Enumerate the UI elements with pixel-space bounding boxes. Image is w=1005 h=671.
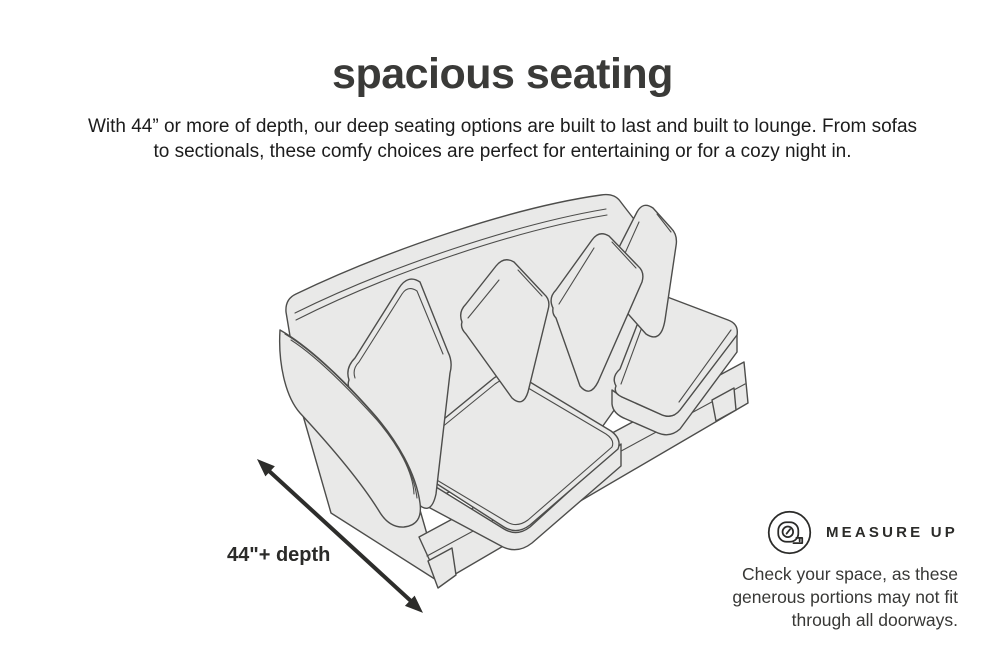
measure-up-note-line: through all doorways. [791, 610, 958, 630]
measure-up-title: MEASURE UP [825, 524, 958, 541]
page-title: spacious seating [332, 50, 673, 98]
measure-up-block [698, 509, 958, 632]
depth-dimension-label: 44"+ depth [227, 544, 331, 566]
measure-up-header [698, 509, 958, 556]
tape-measure-icon [766, 509, 813, 556]
intro-text: With 44” or more of depth, our deep seating options are built to last and built to lounge. From sofas to sectionals, these comfy choices are perfect for entertaining or for a cozy night in. [87, 116, 918, 162]
measure-up-note [698, 563, 958, 632]
measure-up-note-line: Check your space, as these [742, 564, 958, 584]
measure-up-note-line: generous portions may not fit [732, 587, 958, 607]
